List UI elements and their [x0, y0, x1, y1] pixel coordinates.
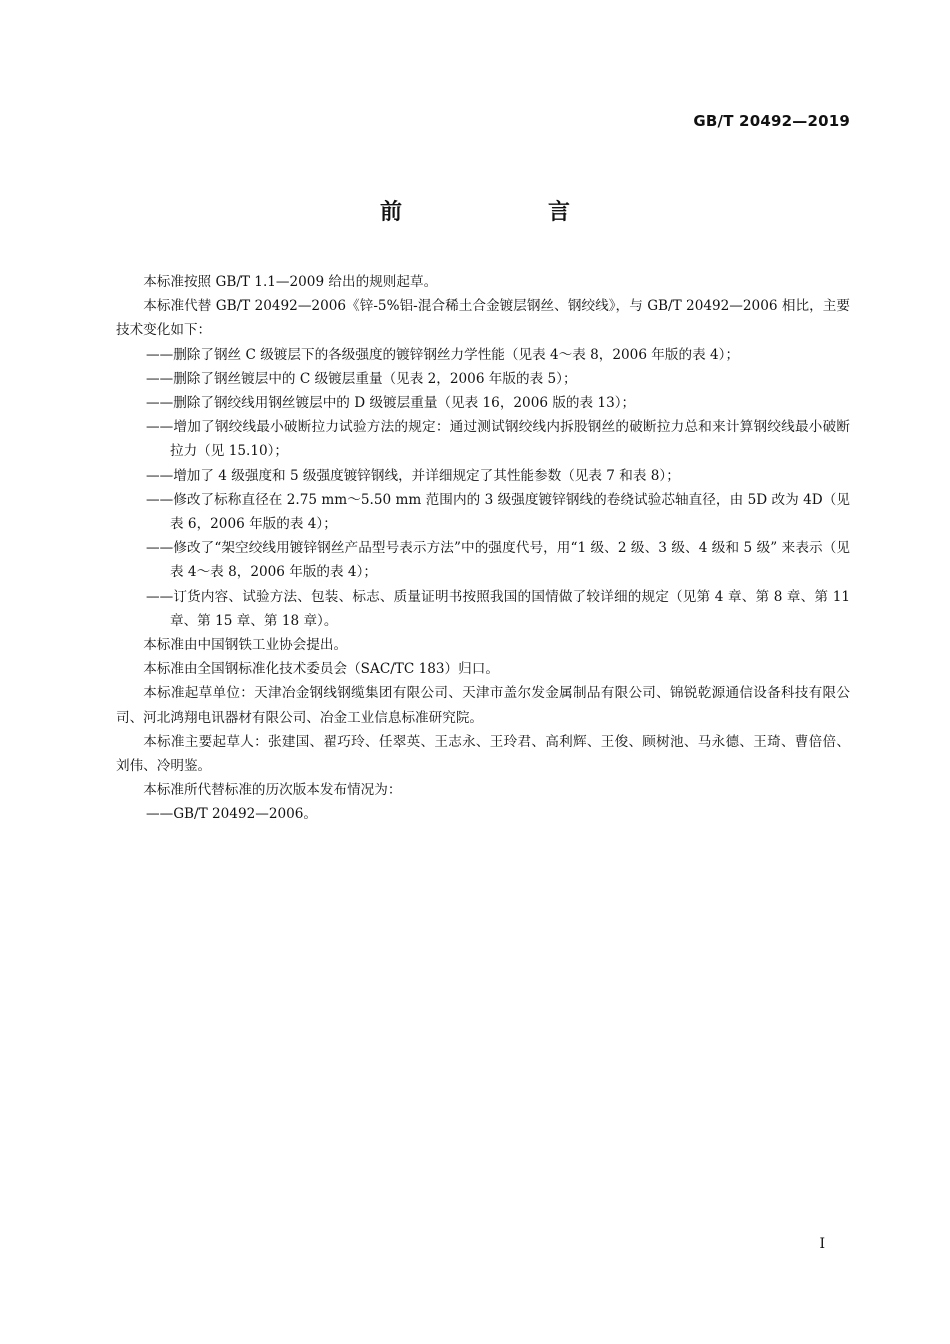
standard-code: GB/T 20492—2019	[693, 112, 850, 130]
paragraph: 本标准由中国钢铁工业协会提出。	[143, 637, 348, 654]
change-item: ——增加了钢绞线最小破断拉力试验方法的规定：通过测试钢绞线内拆股钢丝的破断拉力总和来计算钢绞线最小破断拉力（见 15.10）；	[146, 419, 850, 460]
drafters: 本标准主要起草人：张建国、翟巧玲、任翠英、王志永、王玲君、高利辉、王俊、顾树池、马永德、王琦、曹倍倍、刘伟、冷明鉴。	[116, 733, 850, 775]
change-item: ——修改了标称直径在 2.75 mm～5.50 mm 范围内的 3 级强度镀锌钢线的卷绕试验芯轴直径，由 5D 改为 4D（见表 6，2006 年版的表 4）；	[146, 491, 850, 533]
paragraph: 本标准代替 GB/T 20492—2006《锌-5%铝-混合稀土合金镀层钢丝、钢绞线》，与 GB/T 20492—2006 相比，主要技术变化如下：	[116, 298, 850, 339]
page-number: I	[819, 1236, 825, 1252]
paragraph: 本标准所代替标准的历次版本发布情况为：	[143, 782, 402, 799]
change-item: ——增加了 4 级强度和 5 级强度镀锌钢线，并详细规定了其性能参数（见表 7 和表 8）；	[146, 467, 680, 484]
drafting-units: 本标准起草单位：天津冶金钢线钢缆集团有限公司、天津市盖尔发金属制品有限公司、锦锐乾源通信设备科技有限公司、河北鸿翔电讯器材有限公司、冶金工业信息标准研究院。	[116, 685, 850, 726]
paragraph: 本标准由全国钢标准化技术委员会（SAC/TC 183）归口。	[143, 661, 499, 678]
change-item: ——修改了“架空绞线用镀锌钢丝产品型号表示方法”中的强度代号，用“1 级、2 级、3 级、4 级和 5 级” 来表示（见表 4～表 8，2006 年版的表 4）；	[146, 540, 850, 581]
change-item: ——删除了钢绞线用钢丝镀层中的 D 级镀层重量（见表 16，2006 版的表 13）；	[146, 395, 636, 412]
paragraph: 本标准按照 GB/T 1.1—2009 给出的规则起草。	[143, 274, 438, 290]
previous-edition-item: ——GB/T 20492—2006。	[146, 806, 318, 823]
change-item: ——订货内容、试验方法、包装、标志、质量证明书按照我国的国情做了较详细的规定（见第 4 章、第 8 章、第 11 章、第 15 章、第 18 章）。	[146, 588, 850, 629]
page-title: 前 言	[379, 200, 632, 225]
change-item: ——删除了钢丝镀层中的 C 级镀层重量（见表 2，2006 年版的表 5）；	[146, 370, 577, 387]
change-item: ——删除了钢丝 C 级镀层下的各级强度的镀锌钢丝力学性能（见表 4～表 8，2006 年版的表 4）；	[146, 346, 740, 363]
document-body	[116, 270, 850, 827]
